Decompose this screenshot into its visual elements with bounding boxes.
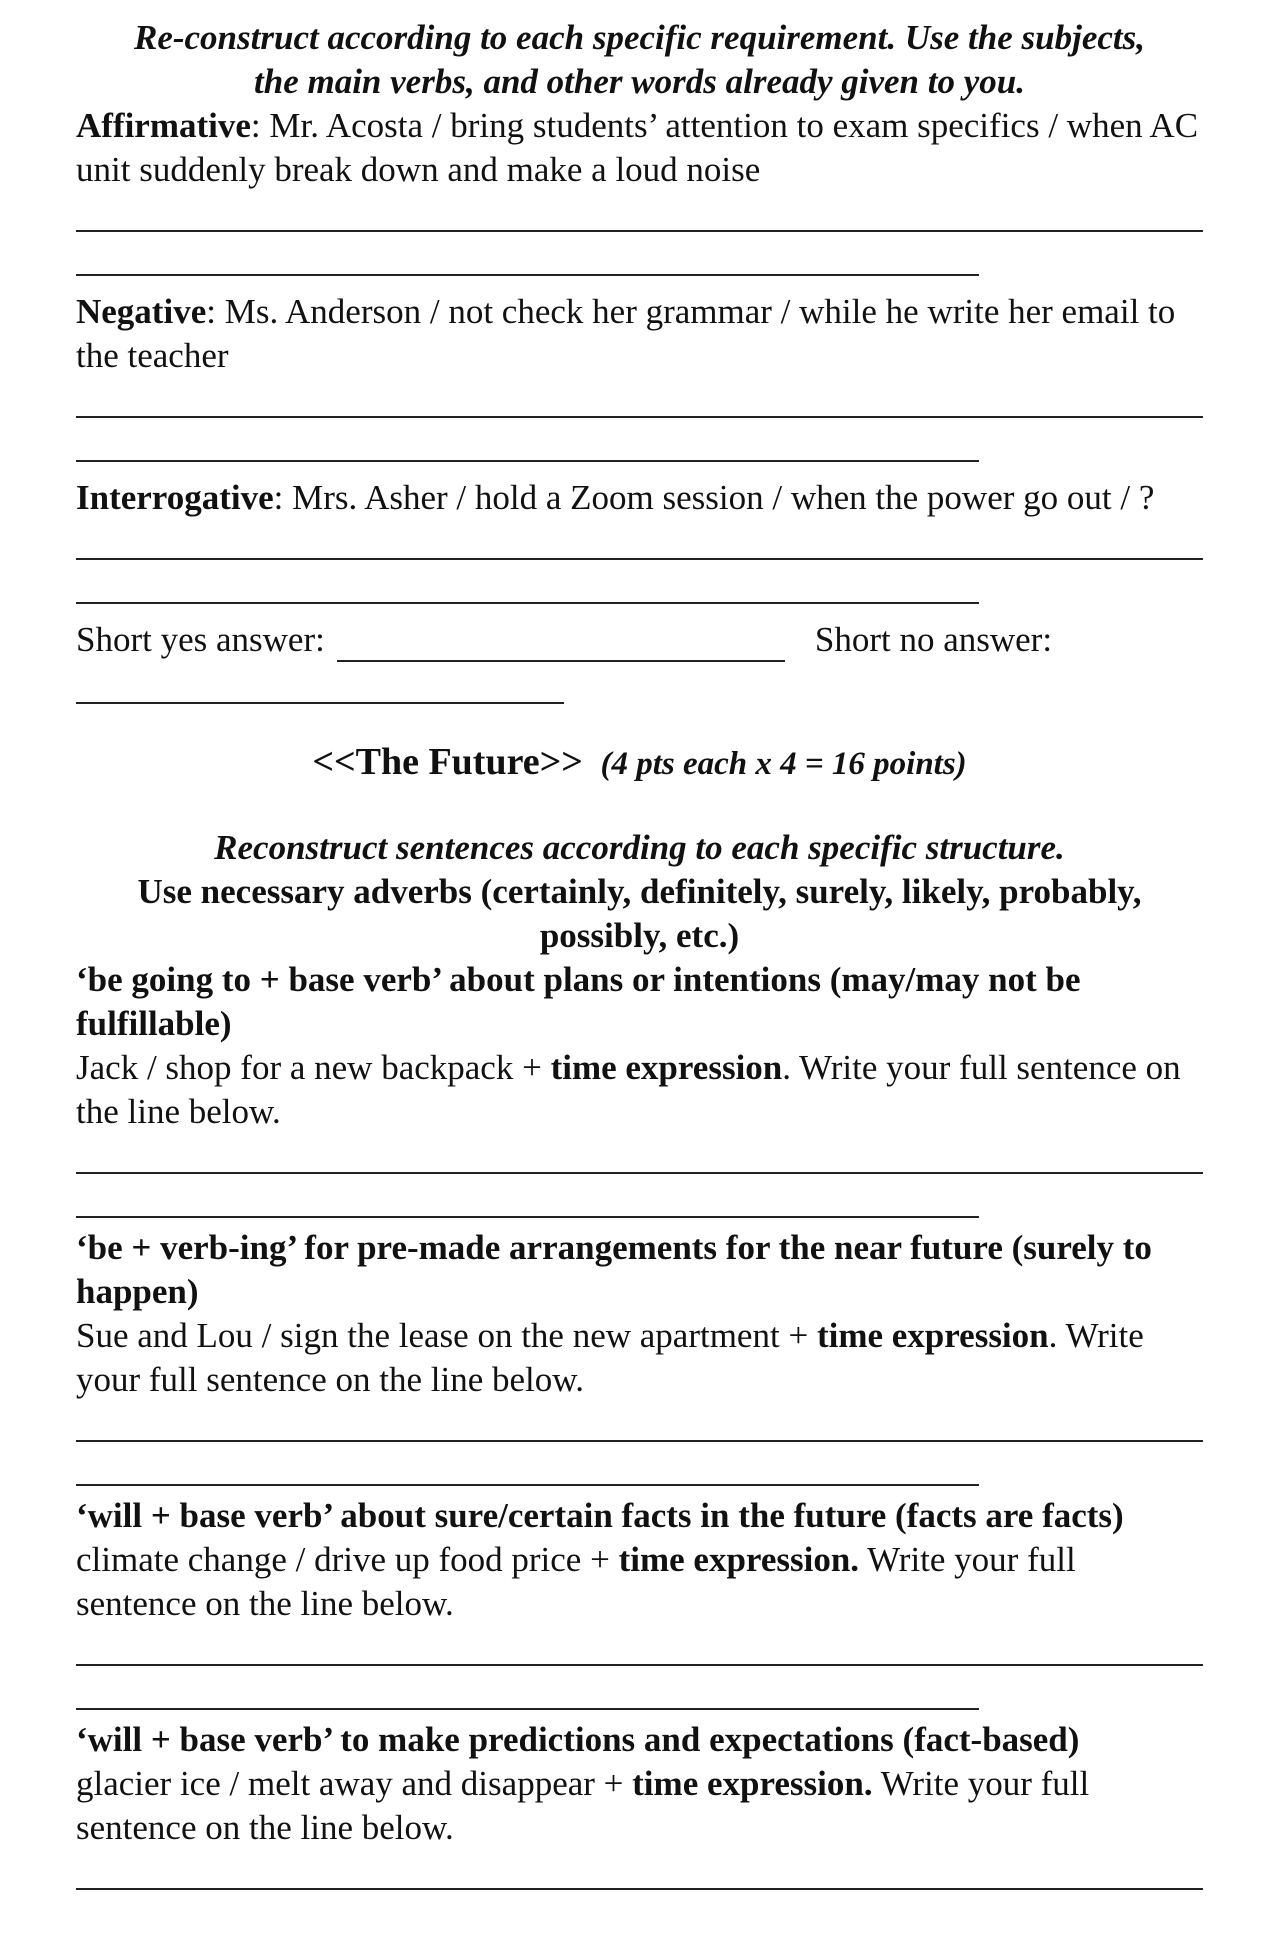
short-yes-label: Short yes answer: [76,620,325,659]
item-4-heading: ‘will + base verb’ to make predictions and expectations (fact-based) [76,1720,1080,1759]
item-1-heading: ‘be going to + base verb’ about plans or intentions (may/may not be fulfillable) [76,960,1081,1043]
negative-label: Negative [76,292,207,331]
future-instructions-bold: Use necessary adverbs (certainly, definitely, surely, likely, probably, possibly, etc.) [137,872,1142,955]
short-no-label: Short no answer: [814,620,1053,659]
item-2-answer-line-2[interactable] [76,1484,979,1486]
affirmative-answer-line-1[interactable] [76,230,1203,232]
negative-answer-line-1[interactable] [76,416,1203,418]
item-1-answer-line-1[interactable] [76,1172,1203,1174]
item-1-tail: . Write your full sentence on the line below. [76,1048,1181,1131]
short-yes-answer-blank[interactable] [337,628,785,662]
affirmative-prompt [76,104,1203,192]
item-1-prompt-text: Jack / shop for a new backpack + [76,1048,551,1087]
item-3-answer-line-2[interactable] [76,1708,979,1710]
negative-prompt [76,290,1203,378]
item-4-prompt-text: glacier ice / melt away and disappear + [76,1764,633,1803]
interrogative-label: Interrogative [76,478,274,517]
item-1-prompt [76,1046,1203,1134]
future-heading [76,740,1203,786]
affirmative-label: Affirmative [76,106,251,145]
item-4-emphasis: time expression. [632,1764,873,1803]
item-3-prompt [76,1538,1203,1626]
affirmative-text: : Mr. Acosta / bring students’ attention to exam specifics / when AC unit suddenly break down and make a loud noise [76,106,1199,189]
interrogative-prompt [76,476,1203,520]
future-instructions-italic: Reconstruct sentences according to each specific structure. [214,828,1065,867]
negative-answer-line-2[interactable] [76,460,979,462]
interrogative-text: : Mrs. Asher / hold a Zoom session / when the power go out / ? [273,478,1155,517]
item-2-answer-line-1[interactable] [76,1440,1203,1442]
item-2-tail: . Write your full sentence on the line below. [76,1316,1144,1399]
interrogative-answer-line-2[interactable] [76,602,979,604]
item-3-tail: Write your full sentence on the line below. [76,1540,1076,1623]
interrogative-answer-line-1[interactable] [76,558,1203,560]
item-4-prompt [76,1762,1203,1850]
item-3-prompt-text: climate change / drive up food price + [76,1540,619,1579]
affirmative-answer-line-2[interactable] [76,274,979,276]
item-3-answer-line-1[interactable] [76,1664,1203,1666]
item-4-answer-line-1[interactable] [76,1888,1203,1890]
item-2-prompt [76,1314,1203,1402]
item-2-emphasis: time expression [816,1316,1049,1355]
future-title: <<The Future>> [312,741,583,783]
item-4-tail: Write your full sentence on the line below. [76,1764,1090,1847]
item-1-answer-line-2[interactable] [76,1216,979,1218]
future-points: (4 pts each x 4 = 16 points) [600,746,967,782]
item-2-heading: ‘be + verb-ing’ for pre-made arrangements for the near future (surely to happen) [76,1228,1152,1311]
item-3-emphasis: time expression. [618,1540,860,1579]
item-3-heading: ‘will + base verb’ about sure/certain facts in the future (facts are facts) [76,1496,1124,1535]
item-2-prompt-text: Sue and Lou / sign the lease on the new apartment + [76,1316,817,1355]
instructions-line-1: Re-construct according to each specific requirement. Use the subjects, [133,18,1146,57]
item-1-emphasis: time expression [550,1048,783,1087]
short-answers-row [76,618,1203,662]
short-no-answer-blank[interactable] [76,702,564,704]
negative-text: : Ms. Anderson / not check her grammar / while he write her email to the teacher [76,292,1176,375]
instructions-line-2: the main verbs, and other words already given to you. [254,62,1025,101]
